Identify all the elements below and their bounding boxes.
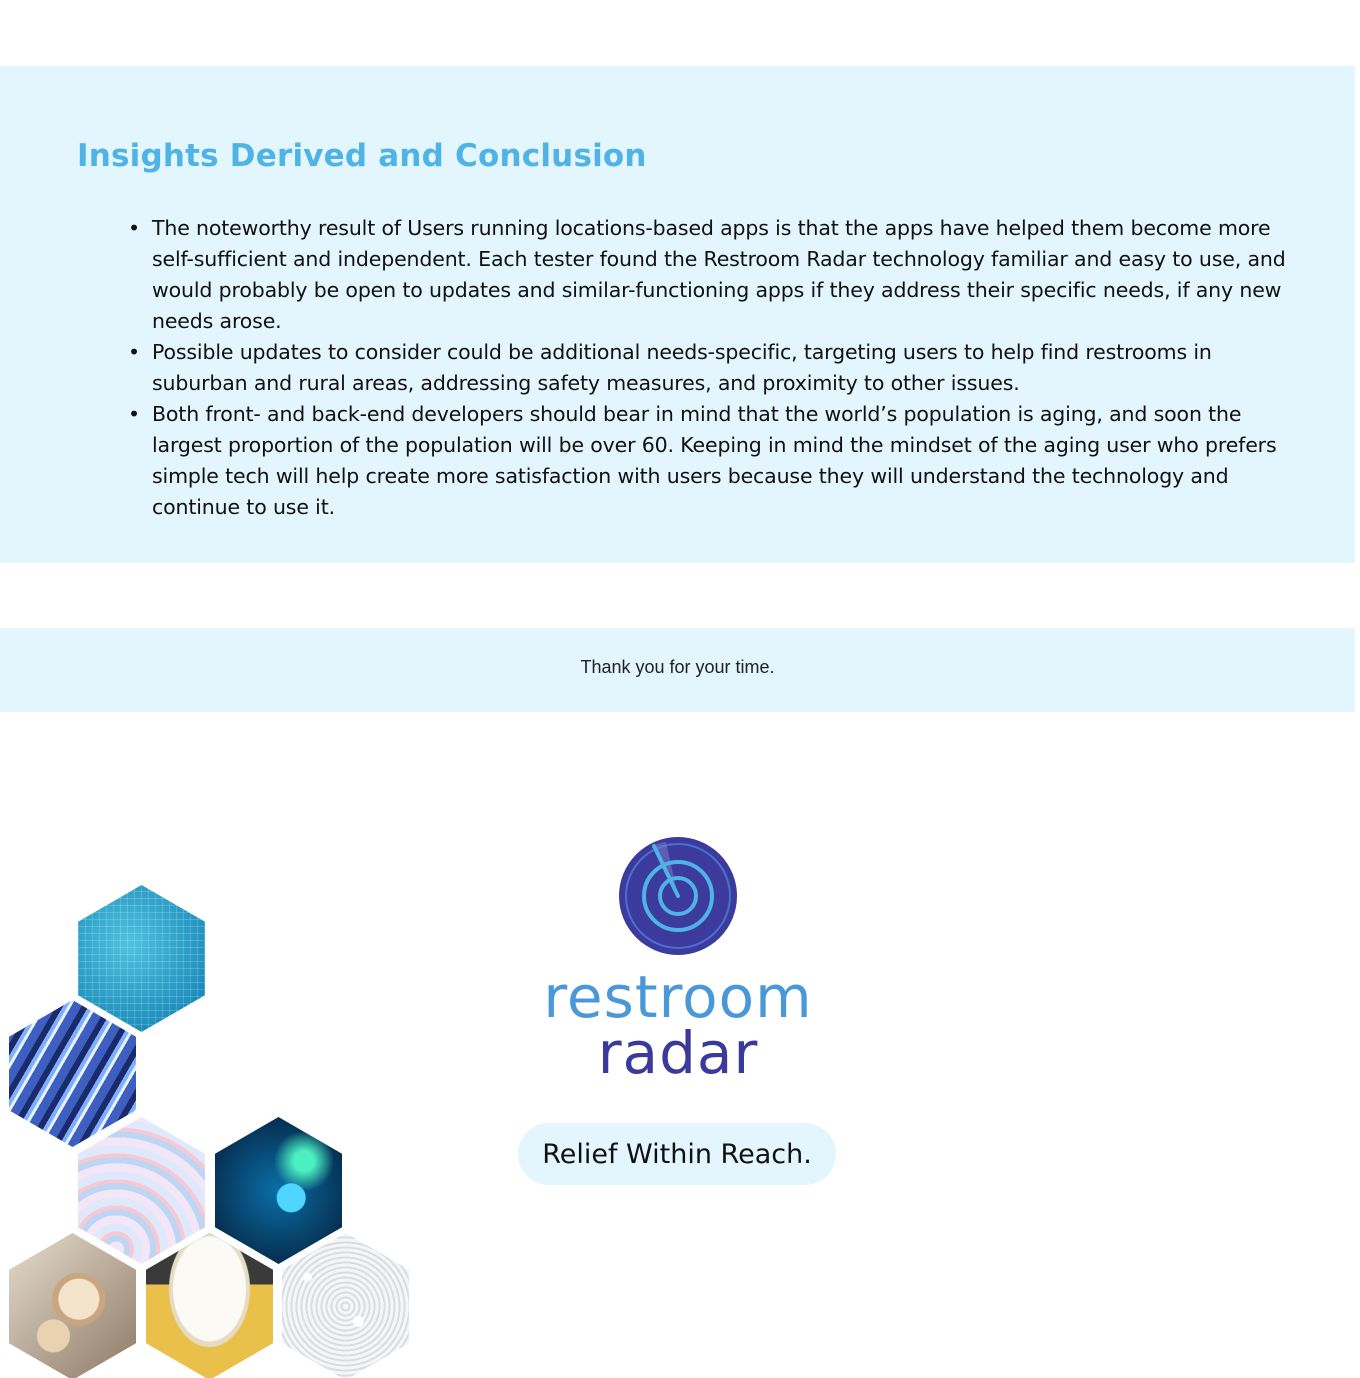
thank-you-banner bbox=[0, 628, 1355, 712]
insights-section bbox=[0, 66, 1355, 563]
insight-bullet: • Possible updates to consider could be additional needs-specific, targeting users to help find restrooms in suburban and rural areas, addressing safety measures, and proximity to other issues. bbox=[128, 337, 1288, 399]
hex-image-white-bubbles bbox=[282, 1233, 409, 1378]
logo-word-radar: radar bbox=[597, 1019, 759, 1087]
hexagon-image-collage bbox=[0, 880, 420, 1378]
radar-icon bbox=[618, 836, 738, 956]
hex-image-blue-tiles bbox=[78, 885, 205, 1032]
restroom-radar-logo bbox=[530, 836, 830, 1087]
hex-image-cream-shapes bbox=[9, 1233, 136, 1378]
insights-list bbox=[128, 213, 1288, 523]
hex-image-pastel-ripples bbox=[78, 1117, 205, 1264]
hex-image-teal-glass bbox=[215, 1117, 342, 1264]
hex-image-blue-waves bbox=[9, 1000, 136, 1147]
logo-word-restroom: restroom bbox=[543, 963, 813, 1031]
insight-bullet: • The noteworthy result of Users running locations-based apps is that the apps have helped them become more self-sufficient and independent. Each tester found the Restroom Radar technology familiar and easy to use, and would probably be open to updates and similar-functioning apps if they address their specific needs, if any new needs arose. bbox=[128, 213, 1288, 337]
insights-heading: Insights Derived and Conclusion bbox=[77, 138, 647, 174]
hex-image-latte-cup bbox=[146, 1233, 273, 1378]
thank-you-text: Thank you for your time. bbox=[580, 657, 775, 677]
insight-bullet: • Both front- and back-end developers should bear in mind that the world’s population is aging, and soon the largest proportion of the population will be over 60. Keeping in mind the mindset of the aging user who prefers simple tech will help create more satisfaction with users because they will understand the technology and continue to use it. bbox=[128, 399, 1288, 523]
tagline-pill: Relief Within Reach. bbox=[518, 1123, 836, 1185]
